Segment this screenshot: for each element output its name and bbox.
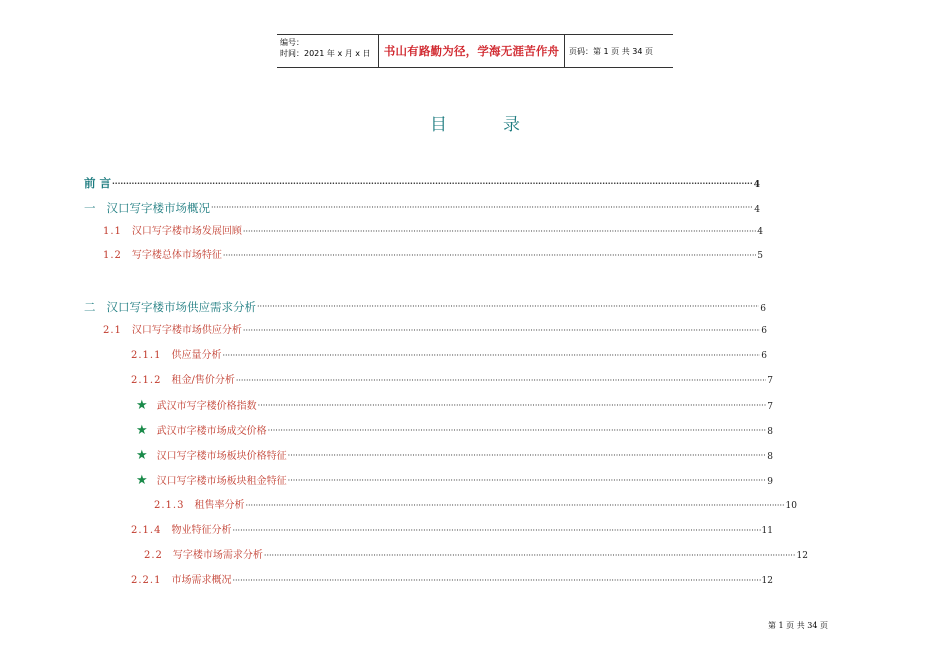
toc-leader <box>245 501 784 511</box>
toc-entry-2-1-4[interactable] <box>131 523 773 539</box>
toc-leader <box>232 526 760 536</box>
header-page-info: 页码：第 1 页 共 34 页 <box>569 46 653 56</box>
toc-page: 11 <box>761 526 773 536</box>
toc-page: 6 <box>761 351 767 361</box>
toc-leader <box>258 401 766 411</box>
toc-leader <box>223 251 756 261</box>
toc-leader <box>288 476 766 486</box>
toc-leader <box>268 426 766 436</box>
star-icon: ★ <box>136 448 148 463</box>
toc-label: 汉口写字楼市场发展回顾 <box>131 226 242 237</box>
header-number-label: 编号： <box>280 38 304 47</box>
toc-label: 汉口写字楼市场供应需求分析 <box>106 300 256 314</box>
toc-label: 市场需求概况 <box>171 575 232 586</box>
toc-number: 1.1 <box>103 226 122 237</box>
toc-number: 2.1.3 <box>154 500 185 511</box>
toc-number: 2.2.1 <box>131 575 162 586</box>
star-icon: ★ <box>136 398 148 413</box>
toc-leader <box>232 576 760 586</box>
toc-leader <box>243 227 756 237</box>
toc-leader <box>236 376 766 386</box>
toc-entry-chapter-1[interactable] <box>84 200 760 216</box>
toc-entry-block-rent[interactable] <box>136 473 773 489</box>
toc-number: 1.2 <box>103 250 122 261</box>
toc-entry-price-index[interactable] <box>136 398 773 414</box>
star-icon: ★ <box>136 423 148 438</box>
toc-entry-transaction-price[interactable] <box>136 423 773 439</box>
toc-entry-preface[interactable] <box>84 175 760 191</box>
toc-number: 2.1 <box>103 325 122 336</box>
toc-page: 12 <box>761 576 773 586</box>
toc-label: 租金/售价分析 <box>171 375 235 386</box>
toc-leader <box>264 551 796 561</box>
toc-entry-2-2[interactable] <box>144 548 808 564</box>
toc-leader <box>243 326 760 336</box>
toc-entry-1-1[interactable] <box>103 224 763 240</box>
toc-label: 写字楼总体市场特征 <box>131 250 222 261</box>
toc-label: 武汉市字楼市场成交价格 <box>156 426 267 437</box>
toc-entry-2-1-3[interactable] <box>154 498 797 514</box>
toc-label: 写字楼市场需求分析 <box>172 550 263 561</box>
toc-label: 汉口写字楼市场板块租金特征 <box>156 476 287 487</box>
toc-entry-2-1[interactable] <box>103 323 767 339</box>
star-icon: ★ <box>136 473 148 488</box>
toc-number: 2.1.2 <box>131 375 162 386</box>
toc-label: 汉口写字楼市场供应分析 <box>131 325 242 336</box>
toc-page: 10 <box>785 501 797 511</box>
toc-page: 6 <box>760 304 766 314</box>
toc-page: 4 <box>754 205 760 215</box>
toc-page: 12 <box>796 551 808 561</box>
toc-page: 6 <box>761 326 767 336</box>
toc-page: 7 <box>767 402 773 412</box>
toc-label: 汉口写字楼市场板块价格特征 <box>156 451 287 462</box>
toc-entry-1-2[interactable] <box>103 248 763 264</box>
toc-label: 租售率分析 <box>194 500 245 511</box>
toc-number: 二 <box>84 300 97 314</box>
toc-page: 5 <box>757 251 763 261</box>
toc-number: 一 <box>84 201 97 215</box>
toc-number: 2.1.4 <box>131 525 162 536</box>
toc-number: 2.2 <box>144 550 163 561</box>
toc-label: 武汉市写字楼价格指数 <box>156 401 257 412</box>
toc-page: 8 <box>767 427 773 437</box>
toc-entry-2-1-2[interactable] <box>131 373 773 389</box>
toc-page: 4 <box>757 227 763 237</box>
page-header <box>277 34 673 68</box>
toc-entry-2-2-1[interactable] <box>131 573 773 589</box>
toc-entry-block-price[interactable] <box>136 448 773 464</box>
toc-page: 8 <box>767 452 773 462</box>
page-title: 目录 <box>430 115 576 135</box>
toc-label: 汉口写字楼市场概况 <box>106 201 210 215</box>
toc-leader <box>257 302 759 312</box>
header-meta <box>277 35 379 67</box>
toc-leader <box>112 178 753 188</box>
toc-leader <box>211 203 753 213</box>
page-footer: 第 1 页 共 34 页 <box>768 621 828 630</box>
header-time-label: 时间：2021 年 x 月 x 日 <box>280 49 371 58</box>
toc-label: 供应量分析 <box>171 350 222 361</box>
toc-label: 前 言 <box>84 176 112 190</box>
toc-page: 9 <box>767 477 773 487</box>
toc-leader <box>288 451 766 461</box>
toc-label: 物业特征分析 <box>171 525 232 536</box>
toc-leader <box>222 351 760 361</box>
toc-page: 4 <box>753 180 760 190</box>
toc-page: 7 <box>767 376 773 386</box>
header-motto: 书山有路勤为径，学海无涯苦作舟 <box>379 35 565 67</box>
toc-entry-chapter-2[interactable] <box>84 299 766 315</box>
toc-entry-2-1-1[interactable] <box>131 348 767 364</box>
toc-number: 2.1.1 <box>131 350 162 361</box>
